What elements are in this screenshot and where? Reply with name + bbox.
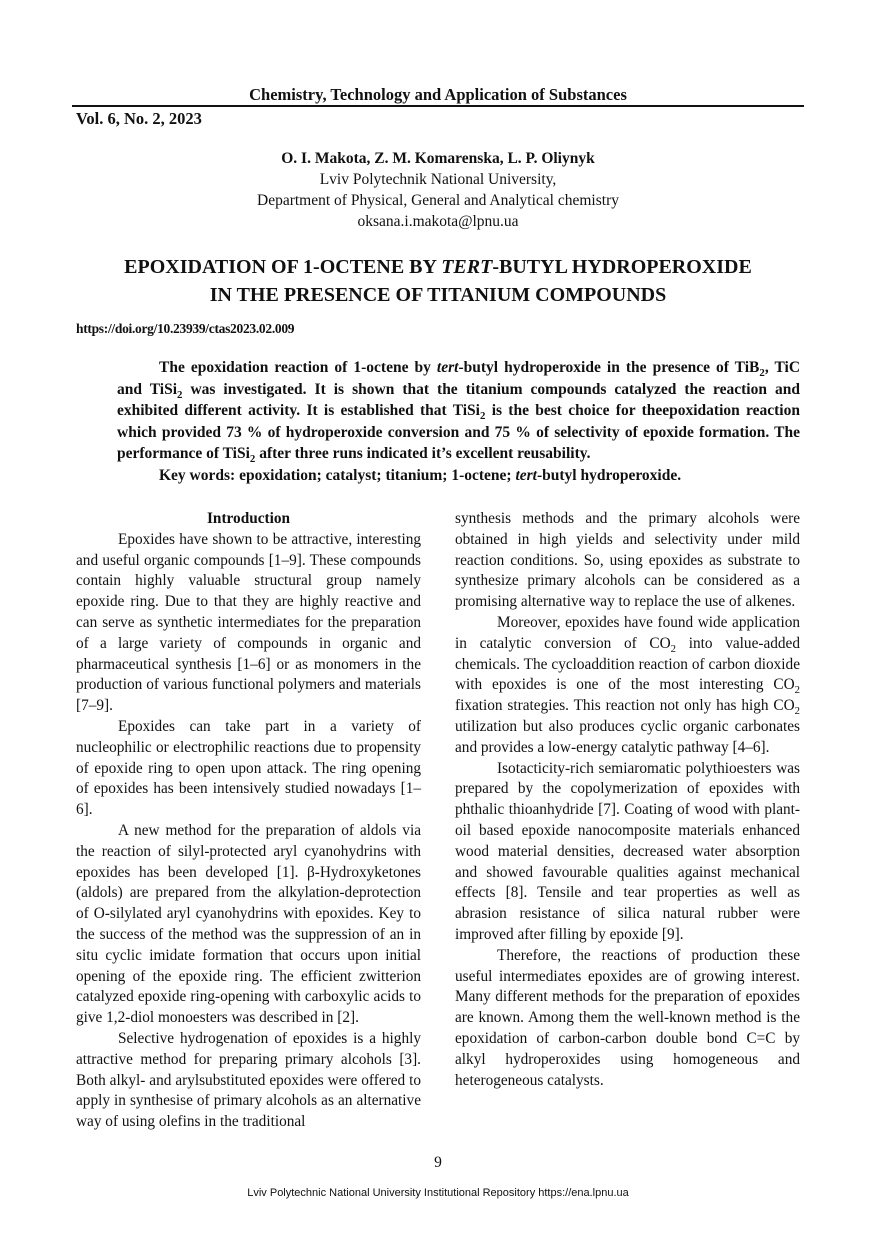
affiliation: Lviv Polytechnik National University,	[319, 171, 557, 188]
paragraph	[76, 1029, 421, 1133]
text-segment: 2	[177, 388, 183, 401]
text-segment: tert	[515, 466, 537, 484]
author-block	[0, 148, 876, 232]
right-column	[455, 509, 800, 1091]
section-heading: Introduction	[206, 510, 291, 527]
text-segment: Epoxides have shown to be attractive, interesting and useful organic compounds [1–9]. These compounds contain highly valuable structural group namely epoxide ring. Due to that they are highly reactive and can serve as synthetic intermediates for the preparation of a large variety of compounds in organic and pharmaceutical synthesis [1–6] or as monomers in the production of various functional polymers and materials [7–9].	[76, 530, 421, 715]
volume-info: Vol. 6, No. 2, 2023	[76, 109, 202, 128]
abstract	[117, 357, 800, 486]
text-segment: The epoxidation reaction of 1-octene by	[159, 359, 437, 376]
paragraph	[117, 465, 800, 487]
right-column-body	[455, 509, 800, 1091]
text-segment: Therefore, the reactions of production these useful intermediates epoxides are of growing interest. Many different methods for the preparation of epoxides are known. Among them the well-known method is the epoxidation of carbon-carbon double bond C=C by alkyl hydroperoxides using homogeneous and heterogeneous catalysts.	[455, 946, 800, 1089]
left-column-body	[76, 530, 421, 1133]
doi-link[interactable]: https://doi.org/10.23939/ctas2023.02.009	[76, 321, 295, 336]
department: Department of Physical, General and Analytical chemistry	[257, 192, 619, 209]
paragraph	[455, 509, 800, 613]
text-segment: 2	[759, 367, 765, 380]
text-segment: utilization but also produces cyclic organic carbonates and provides a low-energy catalytic pathway [4–6].	[455, 717, 800, 756]
paragraph	[455, 613, 800, 759]
repository-footer: Lviv Polytechnic National University Institutional Repository https://ena.lpnu.ua	[247, 1187, 629, 1199]
paragraph	[76, 530, 421, 717]
text-segment: into value-added chemicals. The cycloaddition reaction of carbon dioxide with epoxides is one of the most interesting CO	[455, 634, 800, 694]
paragraph	[117, 357, 800, 465]
text-segment: 2	[480, 410, 486, 423]
paragraph	[76, 821, 421, 1029]
title-part: -BUTYL HYDROPEROXIDE	[492, 256, 752, 278]
text-segment: Key words: epoxidation; catalyst; titanium; 1-octene;	[159, 466, 516, 484]
title-part: EPOXIDATION OF 1-OCTENE BY	[124, 256, 442, 278]
text-segment: , TiC and TiSi	[117, 359, 801, 398]
text-segment: Isotacticity-rich semiaromatic polythioesters was prepared by the copolymerization of epoxides with phthalic thioanhydride [7]. Coating of wood with plant-oil based epoxide nanocomposite materials enhanced wood material densities, decreased water absorption and showed favourable qualities against mechanical effects [8]. Tensile and tear properties as well as abrasion resistance of silica natural rubber were improved after filling by epoxide [9].	[455, 759, 800, 943]
text-segment: synthesis methods and the primary alcohols were obtained in high yields and selectivity under mild reaction conditions. So, using epoxides as substrate to synthesize primary alcohols can be considered as a promising alternative way to replace the use of alkenes.	[455, 510, 800, 611]
text-segment: 2	[249, 453, 256, 466]
header-rule	[72, 105, 804, 107]
text-segment: A new method for the preparation of aldols via the reaction of silyl-protected aryl cyanohydrins with epoxides has been developed [1]. β-Hydroxyketones (aldols) are prepared from the alkylation-deprotection of O-silylated aryl cyanohydrins with epoxides. Key to the success of the method was the suppression of an in situ cyclic imidate formation that occurs upon initial opening of the epoxide ring. The efficient zwitterion catalyzed epoxide ring-opening with carboxylic acids to give 1,2-diol monoesters was described in [2].	[76, 821, 421, 1027]
title-part-italic: TERT	[441, 256, 493, 278]
journal-name: Chemistry, Technology and Application of Substances	[249, 85, 627, 104]
author-email: oksana.i.makota@lpnu.ua	[357, 213, 519, 230]
text-segment: 2	[794, 684, 800, 697]
author-names: O. I. Makota, Z. M. Komarenska, L. P. Oliynyk	[281, 150, 595, 167]
text-segment: Selective hydrogenation of epoxides is a highly attractive method for preparing primary alcohols [3]. Both alkyl- and arylsubstituted epoxides were offered to apply in synthesise of primary alcohols as an alternative way of using olefins in the traditional	[76, 1029, 421, 1131]
text-segment: is the best choice for theepoxidation reaction which provided 73 % of hydroperoxide conversion and 75 % of selectivity of epoxide formation. The performance of TiSi	[117, 402, 800, 462]
paragraph	[455, 946, 800, 1092]
text-segment: -butyl hydroperoxide.	[536, 466, 682, 484]
text-segment: 2	[794, 705, 800, 718]
text-segment: after three runs indicated it’s excellent reusability.	[255, 445, 591, 462]
text-segment: fixation strategies. This reaction not only has high CO	[455, 697, 795, 715]
text-segment: tert	[436, 359, 459, 376]
left-column	[76, 509, 421, 1133]
text-segment: 2	[670, 642, 677, 655]
text-segment: was investigated. It is shown that the titanium compounds catalyzed the reaction and exhibited different activity. It is established that TiSi	[117, 380, 800, 419]
title-line-2: IN THE PRESENCE OF TITANIUM COMPOUNDS	[209, 284, 667, 306]
text-segment: Moreover, epoxides have found wide application in catalytic conversion of CO	[455, 613, 800, 652]
paragraph	[455, 759, 800, 946]
text-segment: Epoxides can take part in a variety of nucleophilic or electrophilic reactions due to propensity of epoxide ring to open upon attack. The ring opening of epoxides has been intensively studied nowadays [1–6].	[76, 717, 421, 819]
page-number: 9	[434, 1154, 442, 1171]
paper-title	[0, 253, 876, 309]
text-segment: -butyl hydroperoxide in the presence of TiB	[458, 359, 760, 376]
paragraph	[76, 717, 421, 821]
